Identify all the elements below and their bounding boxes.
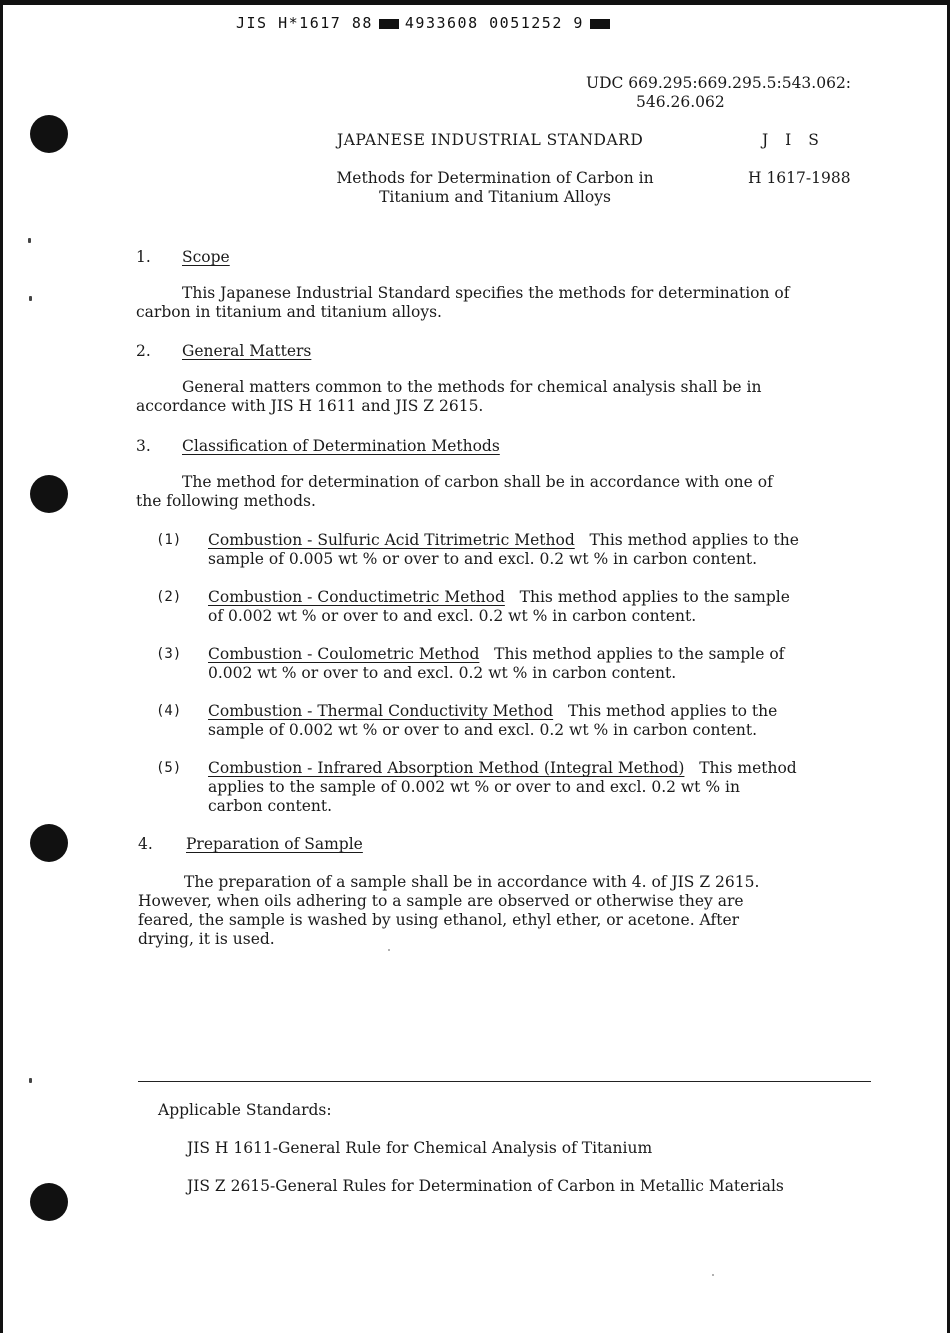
method-item-number: (4) xyxy=(156,703,182,719)
section-scope-body xyxy=(136,284,856,322)
page-top-border xyxy=(0,0,950,5)
preparation-text-line-1: The preparation of a sample shall be in accordance with 4. of JIS Z 2615. xyxy=(184,873,760,891)
catalog-code-a: JIS H*1617 88 xyxy=(236,14,373,32)
footnote-divider xyxy=(138,1081,871,1082)
method-name: Combustion - Coulometric Method xyxy=(208,645,480,663)
scope-text-line-1: This Japanese Industrial Standard specifies the methods for determination of xyxy=(182,284,790,302)
footnote-reference: JIS Z 2615-General Rules for Determination of Carbon in Metallic Materials xyxy=(187,1177,784,1195)
method-name: Combustion - Sulfuric Acid Titrimetric Method xyxy=(208,531,575,549)
document-title-line-2: Titanium and Titanium Alloys xyxy=(379,188,611,206)
method-name: Combustion - Infrared Absorption Method (Integral Method) xyxy=(208,759,685,777)
method-description-line-1: This method applies to the sample xyxy=(519,588,790,606)
section-title: Preparation of Sample xyxy=(186,835,363,853)
document-title-line-1: Methods for Determination of Carbon in xyxy=(336,169,654,187)
preparation-text-line-2: However, when oils adhering to a sample are observed or otherwise they are xyxy=(138,892,744,910)
method-description-line-1: This method applies to the xyxy=(567,702,778,720)
method-description-line-2: 0.002 wt % or over to and excl. 0.2 wt % in carbon content. xyxy=(208,664,677,682)
scan-speck xyxy=(29,296,32,301)
jis-code: J I S xyxy=(762,131,825,149)
section-number: 1. xyxy=(136,248,151,266)
method-description-line-1: This method applies to the xyxy=(589,531,799,549)
method-description-line-2: sample of 0.002 wt % or over to and excl. 0.2 wt % in carbon content. xyxy=(208,721,758,739)
method-item-number: (3) xyxy=(156,646,182,662)
method-item-number: (5) xyxy=(156,760,182,776)
section-scope-heading xyxy=(136,248,230,266)
method-description-line-1: This method applies to the sample of xyxy=(494,645,785,663)
section-preparation-body xyxy=(138,873,858,949)
section-number: 3. xyxy=(136,437,151,455)
barcode-block-icon xyxy=(379,19,399,29)
footnote-heading: Applicable Standards: xyxy=(158,1101,332,1119)
section-title: Scope xyxy=(182,248,230,266)
footnote-reference: JIS H 1611-General Rule for Chemical Analysis of Titanium xyxy=(187,1139,653,1157)
scope-text-line-2: carbon in titanium and titanium alloys. xyxy=(136,303,442,321)
catalog-code-b: 4933608 0051252 9 xyxy=(404,14,584,32)
udc-classification xyxy=(586,74,886,112)
method-description-line-2: sample of 0.005 wt % or over to and excl. 0.2 wt % in carbon content. xyxy=(208,550,758,568)
method-description-line-1: This method xyxy=(699,759,797,777)
general-text-line-2: accordance with JIS H 1611 and JIS Z 2615. xyxy=(136,397,484,415)
scan-speck xyxy=(28,238,31,243)
binder-hole-icon xyxy=(30,824,68,862)
section-title: General Matters xyxy=(182,342,312,360)
binder-hole-icon xyxy=(30,115,68,153)
binder-hole-icon xyxy=(30,1183,68,1221)
method-description-line-3: carbon content. xyxy=(208,797,333,815)
section-general-heading xyxy=(136,342,311,360)
catalog-barcode-line xyxy=(236,14,610,32)
binder-hole-icon xyxy=(30,475,68,513)
preparation-text-line-4: drying, it is used. xyxy=(138,930,275,948)
section-title: Classification of Determination Methods xyxy=(182,437,500,455)
standard-organization-title: JAPANESE INDUSTRIAL STANDARD xyxy=(337,131,644,149)
barcode-block-icon xyxy=(590,19,610,29)
udc-line-2: 546.26.062 xyxy=(636,93,725,111)
general-text-line-1: General matters common to the methods for chemical analysis shall be in xyxy=(182,378,762,396)
method-item-number: (1) xyxy=(156,532,182,548)
method-item-number: (2) xyxy=(156,589,182,605)
section-number: 4. xyxy=(138,835,153,853)
section-preparation-heading xyxy=(138,835,363,853)
page-left-border xyxy=(0,0,3,1333)
scan-speck xyxy=(712,1274,714,1276)
udc-line-1: UDC 669.295:669.295.5:543.062: xyxy=(586,74,852,92)
scan-speck xyxy=(388,949,390,951)
standard-number: H 1617-1988 xyxy=(748,169,851,187)
section-classification-body xyxy=(136,473,856,511)
method-name: Combustion - Thermal Conductivity Method xyxy=(208,702,554,720)
preparation-text-line-3: feared, the sample is washed by using ethanol, ethyl ether, or acetone. After xyxy=(138,911,740,929)
classification-text-line-2: the following methods. xyxy=(136,492,316,510)
classification-text-line-1: The method for determination of carbon shall be in accordance with one of xyxy=(182,473,773,491)
method-description-line-2: applies to the sample of 0.002 wt % or over to and excl. 0.2 wt % in xyxy=(208,778,740,796)
scan-speck xyxy=(29,1078,32,1083)
method-description-line-2: of 0.002 wt % or over to and excl. 0.2 wt % in carbon content. xyxy=(208,607,697,625)
section-general-body xyxy=(136,378,856,416)
method-name: Combustion - Conductimetric Method xyxy=(208,588,505,606)
section-number: 2. xyxy=(136,342,151,360)
document-title xyxy=(300,169,690,207)
section-classification-heading xyxy=(136,437,500,455)
